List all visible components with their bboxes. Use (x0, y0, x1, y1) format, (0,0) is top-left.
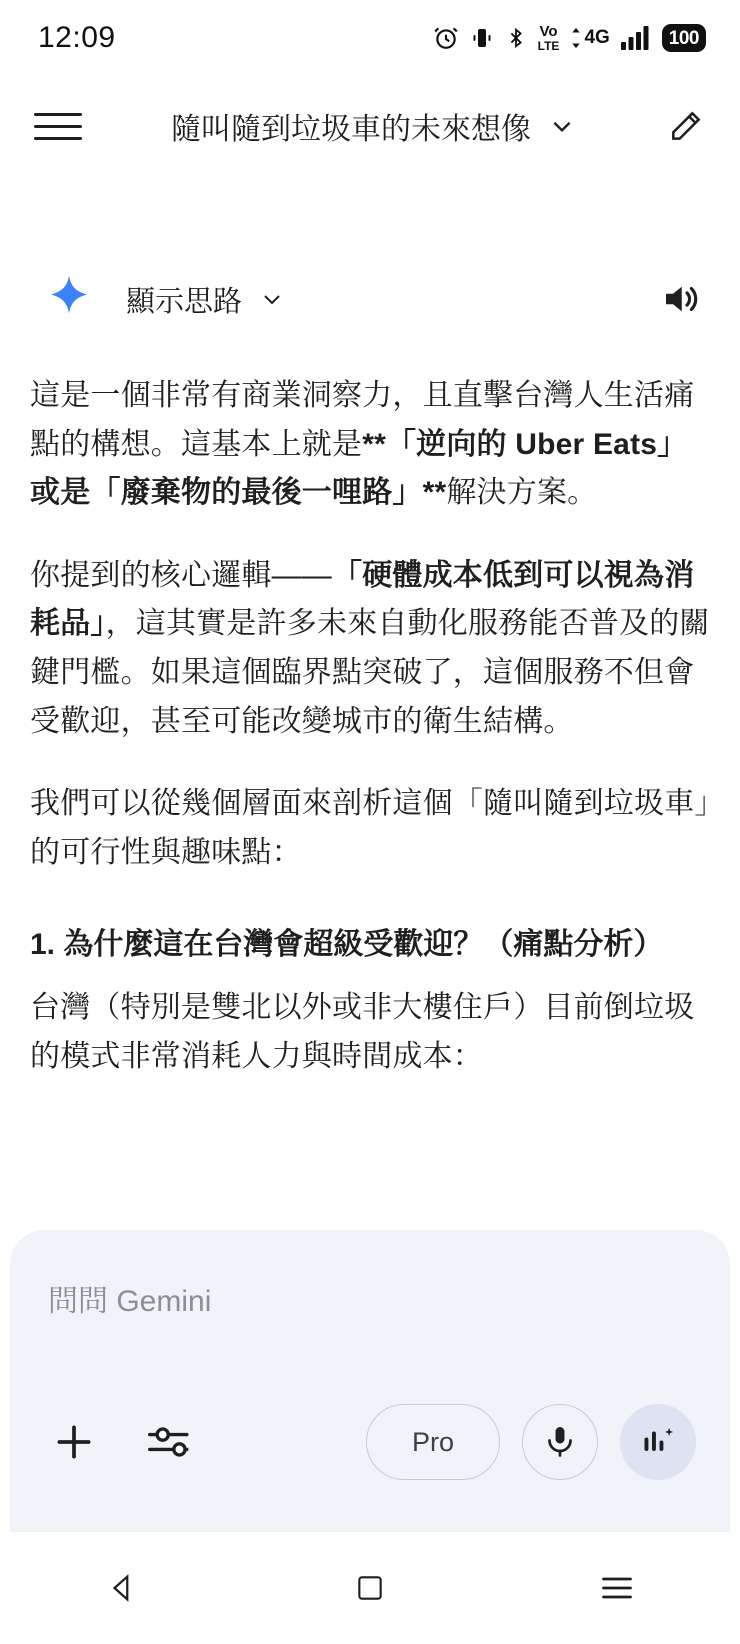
show-thoughts-label: 顯示思路 (126, 285, 243, 318)
tune-icon[interactable] (144, 1416, 200, 1468)
chevron-down-icon (549, 113, 575, 139)
compose-icon[interactable] (664, 104, 708, 148)
status-bar (0, 0, 740, 76)
hamburger-menu-icon[interactable] (34, 106, 82, 146)
gemini-sparkle-icon (42, 272, 96, 326)
network-4g-icon: 4G (570, 27, 609, 49)
bold-run: **「逆向的 Uber Eats」或是「廢棄物的最後一哩路」** (30, 427, 688, 510)
audio-waveform-icon[interactable] (620, 1404, 696, 1480)
message-heading (30, 921, 710, 970)
composer-right-actions (366, 1404, 696, 1480)
back-triangle-icon[interactable] (68, 1558, 178, 1618)
home-square-icon[interactable] (315, 1558, 425, 1618)
chat-title-button[interactable] (82, 104, 664, 148)
alarm-icon (433, 25, 459, 51)
text-run: 台灣（特別是雙北以外或非大樓住戶）目前倒垃圾的模式非常消耗人力與時間成本： (30, 990, 695, 1073)
composer (10, 1230, 730, 1532)
plus-icon[interactable] (48, 1416, 100, 1468)
prompt-input[interactable]: 問問 Gemini (48, 1285, 212, 1318)
page-title: 隨叫隨到垃圾車的未來想像 (171, 113, 531, 146)
signal-icon (621, 25, 651, 51)
message-paragraph (30, 372, 710, 518)
show-thoughts-row[interactable] (30, 272, 710, 326)
assistant-message (30, 372, 710, 1081)
chevron-down-icon[interactable] (260, 287, 284, 311)
recents-icon[interactable] (562, 1558, 672, 1618)
battery-icon: 100 (662, 24, 706, 52)
speaker-icon[interactable] (658, 277, 702, 321)
microphone-icon[interactable] (522, 1404, 598, 1480)
text-run: 解決方案。 (446, 476, 598, 510)
bluetooth-icon (505, 26, 527, 50)
message-paragraph (30, 780, 710, 877)
volte-icon: Vo LTE (537, 23, 560, 53)
composer-actions (48, 1404, 696, 1480)
text-run: ，這其實是許多未來自動化服務能否普及的關鍵門檻。如果這個臨界點突破了，這個服務不但會受歡迎，甚至可能改變城市的衛生結構。 (30, 607, 710, 738)
text-run: 我們可以從幾個層面來剖析這個「隨叫隨到垃圾車」的可行性與趣味點： (30, 787, 710, 869)
status-clock: 12:09 (38, 21, 116, 54)
bold-run: 1. 為什麼這在台灣會超級受歡迎？（痛點分析） (30, 928, 664, 962)
text-run: 這是一個非常有商業洞察力，且直擊台灣人生活痛點的構想。這基本上就是 (30, 379, 695, 461)
status-icons (433, 24, 706, 52)
app-bar (0, 76, 740, 176)
message-paragraph (30, 984, 710, 1081)
text-run: 你提到的核心邏輯—— (30, 558, 332, 592)
system-nav-bar (0, 1532, 740, 1644)
bold-run: 「硬體成本低到可以視為消耗品」 (30, 558, 695, 641)
vibrate-icon (470, 26, 494, 50)
message-paragraph (30, 552, 710, 746)
model-chip-pro[interactable]: Pro (366, 1404, 500, 1480)
